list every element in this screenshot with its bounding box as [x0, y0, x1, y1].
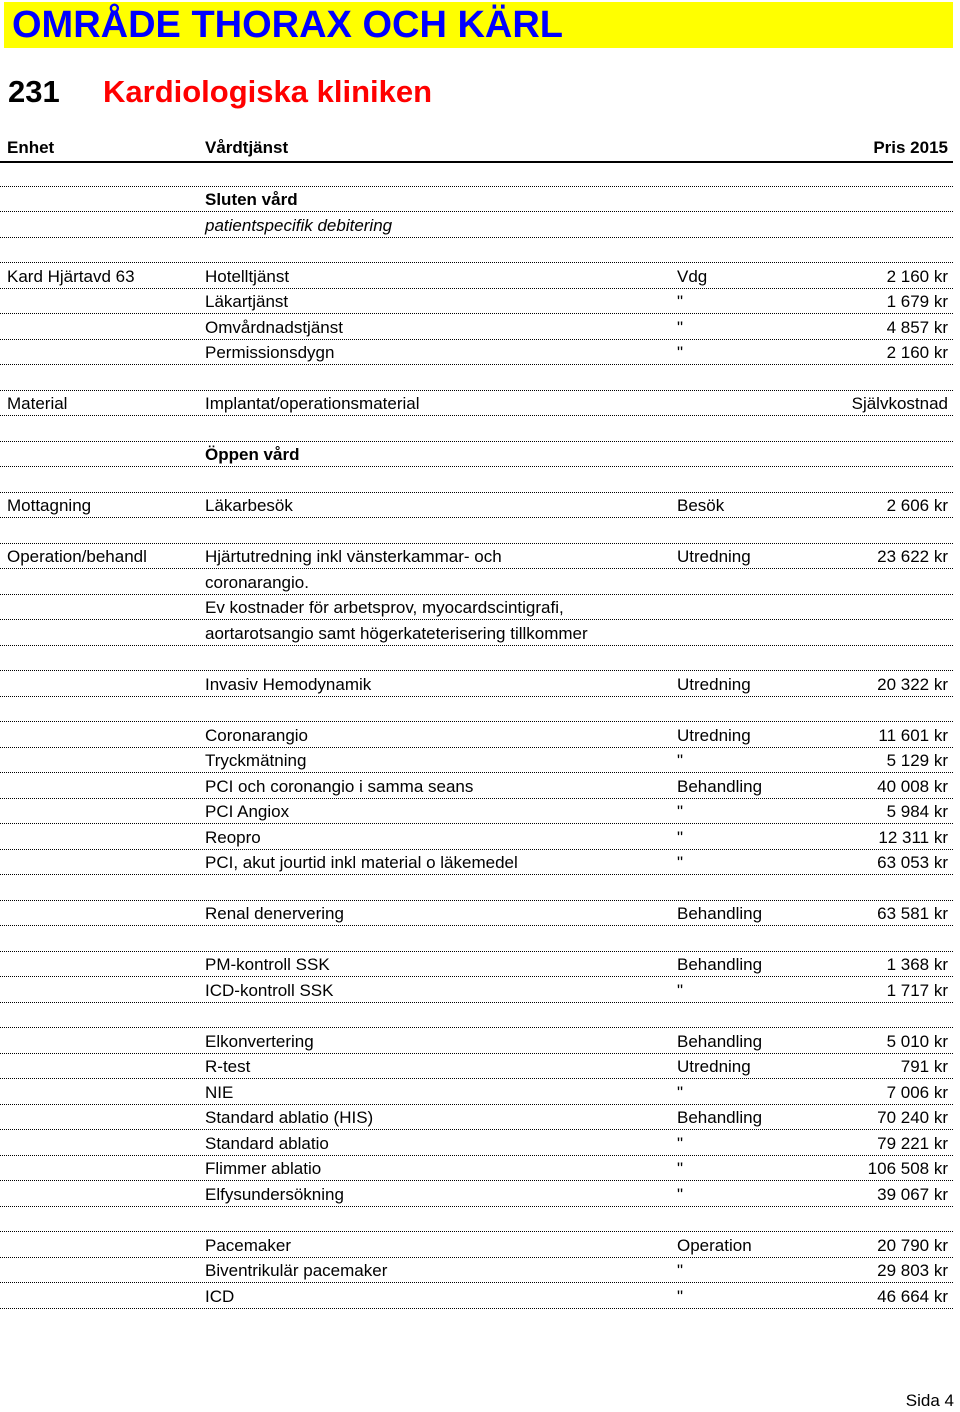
- row-price: 39 067 kr: [877, 1184, 948, 1204]
- table-row: [0, 748, 953, 774]
- table-row: [0, 671, 953, 697]
- row-price: 29 803 kr: [877, 1261, 948, 1280]
- table-row: [0, 646, 953, 672]
- row-service: Sluten vård: [205, 190, 298, 209]
- row-service: Tryckmätning: [205, 751, 307, 770]
- table-row: [0, 850, 953, 876]
- row-type: Besök: [677, 496, 725, 515]
- row-unit: Mottagning: [7, 496, 92, 515]
- row-service: PCI Angiox: [205, 802, 290, 821]
- row-price: 12 311 kr: [878, 827, 948, 847]
- row-service: aortarotsangio samt högerkateterisering tillkommer: [205, 623, 588, 643]
- table-row: [0, 442, 953, 468]
- table-row: [0, 1181, 953, 1207]
- table-row: [0, 544, 953, 570]
- row-type: Behandling: [677, 1108, 763, 1127]
- table-row: [0, 595, 953, 621]
- row-price: 2 606 kr: [886, 496, 948, 515]
- row-service: Invasiv Hemodynamik: [205, 674, 372, 694]
- row-service: Pacemaker: [205, 1235, 291, 1255]
- row-price: 11 601 kr: [878, 725, 948, 745]
- table-row: [0, 569, 953, 595]
- row-type: ": [677, 980, 684, 1000]
- area-title: OMRÅDE THORAX OCH KÄRL: [12, 4, 563, 46]
- table-row: [0, 416, 953, 442]
- row-price: 63 053 kr: [877, 853, 948, 872]
- row-price: 1 368 kr: [886, 955, 948, 974]
- row-service: Standard ablatio (HIS): [205, 1108, 374, 1127]
- row-type: ": [677, 1261, 684, 1280]
- row-price: 23 622 kr: [877, 547, 948, 566]
- table-row: [0, 824, 953, 850]
- row-type: Behandling: [677, 955, 763, 974]
- row-type: ": [677, 1082, 684, 1102]
- row-type: Operation: [677, 1235, 752, 1255]
- page-number: Sida 4: [905, 1391, 954, 1410]
- row-service: Implantat/operationsmaterial: [205, 394, 420, 413]
- row-service: Elkonvertering: [205, 1031, 314, 1051]
- table-row: [0, 467, 953, 493]
- row-price: 1 717 kr: [886, 980, 948, 1000]
- row-price: 7 006 kr: [886, 1082, 948, 1102]
- row-service: ICD-kontroll SSK: [205, 980, 334, 1000]
- row-service: patientspecifik debitering: [205, 215, 393, 235]
- row-service: Permissionsdygn: [205, 343, 335, 362]
- table-row: [0, 1079, 953, 1105]
- row-price: 2 160 kr: [886, 343, 948, 362]
- row-price: 20 790 kr: [877, 1235, 948, 1255]
- table-row: [0, 926, 953, 952]
- row-price: 20 322 kr: [877, 674, 948, 694]
- row-service: ICD: [205, 1286, 235, 1306]
- row-service: Renal denervering: [205, 904, 344, 923]
- row-price: 5 010 kr: [886, 1031, 948, 1051]
- table-row: [0, 187, 953, 213]
- table-row: [0, 1003, 953, 1029]
- row-price: 79 221 kr: [877, 1133, 948, 1153]
- table-row: [0, 1232, 953, 1258]
- row-type: ": [677, 1184, 684, 1204]
- row-type: Behandling: [677, 904, 763, 923]
- row-service: Läkarbesök: [205, 496, 293, 515]
- table-row: [0, 875, 953, 901]
- column-header-service: Vårdtjänst: [205, 138, 289, 157]
- row-service: PCI och coronangio i samma seans: [205, 776, 474, 796]
- table-row: [0, 212, 953, 238]
- column-header-price: Pris 2015: [873, 138, 948, 157]
- clinic-name: Kardiologiska kliniken: [103, 74, 433, 109]
- row-price: 70 240 kr: [877, 1108, 948, 1127]
- table-row: [0, 1105, 953, 1131]
- table-row: [0, 773, 953, 799]
- table-row: [0, 1156, 953, 1182]
- row-price: 5 129 kr: [886, 751, 948, 770]
- row-price: 106 508 kr: [867, 1159, 948, 1178]
- table-row: [0, 697, 953, 723]
- row-price: 791 kr: [900, 1057, 948, 1076]
- table-row: [0, 799, 953, 825]
- row-service: Hotelltjänst: [205, 266, 290, 286]
- table-row: [0, 1028, 953, 1054]
- row-type: ": [677, 343, 684, 362]
- row-service: PM-kontroll SSK: [205, 955, 330, 974]
- row-type: Behandling: [677, 1031, 763, 1051]
- row-price: 40 008 kr: [877, 776, 948, 796]
- row-service: Coronarangio: [205, 725, 309, 745]
- row-type: Behandling: [677, 776, 763, 796]
- table-row: [0, 493, 953, 519]
- row-type: Utredning: [677, 1057, 751, 1076]
- row-type: ": [677, 853, 684, 872]
- row-type: ": [677, 827, 684, 847]
- row-service: Reopro: [205, 827, 261, 847]
- row-type: ": [677, 1133, 684, 1153]
- table-row: [0, 263, 953, 289]
- row-price: 2 160 kr: [886, 266, 948, 286]
- table-row: [0, 340, 953, 366]
- row-type: ": [677, 1286, 684, 1306]
- table-row: [0, 1054, 953, 1080]
- row-service: coronarangio.: [205, 572, 309, 592]
- row-service: Öppen vård: [205, 445, 300, 464]
- row-service: Läkartjänst: [205, 292, 289, 311]
- row-type: Utredning: [677, 674, 751, 694]
- column-header-unit: Enhet: [7, 138, 55, 157]
- row-service: PCI, akut jourtid inkl material o läkemedel: [205, 853, 518, 872]
- row-price: 5 984 kr: [886, 802, 948, 821]
- table-row: [0, 314, 953, 340]
- table-row: [0, 977, 953, 1003]
- row-service: Biventrikulär pacemaker: [205, 1261, 388, 1280]
- row-service: NIE: [205, 1082, 234, 1102]
- row-price: 46 664 kr: [877, 1286, 948, 1306]
- table-row: [0, 161, 953, 187]
- clinic-code: 231: [8, 74, 60, 109]
- row-price: 1 679 kr: [886, 292, 948, 311]
- table-row: [0, 238, 953, 264]
- row-type: ": [677, 317, 684, 337]
- row-price: 4 857 kr: [886, 317, 948, 337]
- table-row: [0, 620, 953, 646]
- row-service: Elfysundersökning: [205, 1184, 344, 1204]
- row-service: Ev kostnader för arbetsprov, myocardscintigrafi,: [205, 598, 564, 617]
- table-row: [0, 391, 953, 417]
- row-type: ": [677, 751, 684, 770]
- area-banner: [4, 2, 953, 48]
- row-service: Hjärtutredning inkl vänsterkammar- och: [205, 547, 502, 566]
- row-type: Vdg: [677, 266, 708, 286]
- table-row: [0, 1258, 953, 1284]
- row-price: Självkostnad: [851, 394, 948, 413]
- table-row: [0, 365, 953, 391]
- table-row: [0, 722, 953, 748]
- row-unit: Material: [7, 394, 68, 413]
- row-service: Omvårdnadstjänst: [205, 317, 343, 337]
- row-unit: Operation/behandl: [7, 547, 147, 566]
- table-row: [0, 1130, 953, 1156]
- table-row: [0, 901, 953, 927]
- row-type: ": [677, 292, 684, 311]
- row-service: Standard ablatio: [205, 1133, 329, 1153]
- table-row: [0, 289, 953, 315]
- table-row: [0, 518, 953, 544]
- row-type: Utredning: [677, 725, 751, 745]
- row-unit: Kard Hjärtavd 63: [7, 266, 135, 286]
- table-row: [0, 952, 953, 978]
- row-type: Utredning: [677, 547, 751, 566]
- table-row: [0, 1283, 953, 1309]
- row-service: Flimmer ablatio: [205, 1159, 322, 1178]
- table-header: [0, 135, 953, 163]
- table-row: [0, 1207, 953, 1233]
- row-type: ": [677, 802, 684, 821]
- row-price: 63 581 kr: [877, 904, 948, 923]
- price-table: [0, 161, 953, 1309]
- row-type: ": [677, 1159, 684, 1178]
- row-service: R-test: [205, 1057, 251, 1076]
